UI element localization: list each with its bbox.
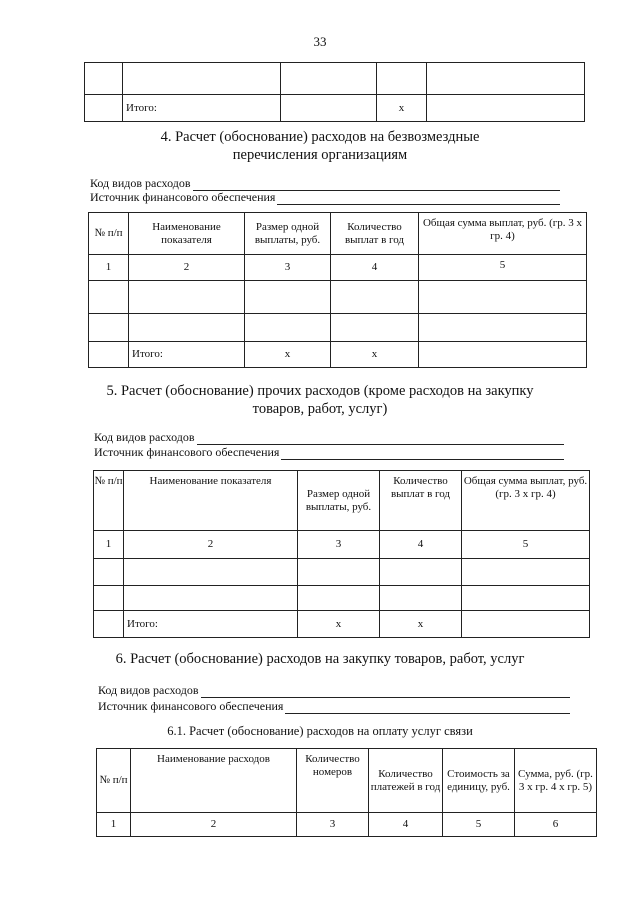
table-row bbox=[89, 314, 587, 342]
total-row: Итого: x x bbox=[94, 611, 590, 638]
header-row: № п/п Наименование показателя Размер одной выплаты, руб. Количество выплат в год Общая сумма выплат, руб. (гр. 3 х гр. 4) bbox=[94, 471, 590, 531]
column-numbers-row: 1 2 3 4 5 bbox=[89, 255, 587, 281]
section-6-source-field: Источник финансового обеспечения bbox=[98, 699, 570, 714]
total-row: Итого: x x bbox=[89, 342, 587, 368]
section-5-table bbox=[93, 470, 590, 638]
section-6-code-field: Код видов расходов bbox=[98, 683, 570, 698]
section-4-title: 4. Расчет (обоснование) расходов на безвозмездные перечисления организациям bbox=[160, 129, 480, 164]
continuation-table bbox=[84, 62, 585, 122]
header-row: № п/п Наименование показателя Размер одной выплаты, руб. Количество выплат в год Общая сумма выплат, руб. (гр. 3 х гр. 4) bbox=[89, 213, 587, 255]
section-5-code-field: Код видов расходов bbox=[94, 430, 564, 445]
header-row: № п/п Наименование расходов Количество номеров Количество платежей в год Стоимость за единицу, руб. Сумма, руб. (гр. 3 х гр. 4 х гр. 5) bbox=[97, 749, 597, 813]
column-numbers-row: 1 2 3 4 5 6 bbox=[97, 813, 597, 837]
section-4-table bbox=[88, 212, 587, 368]
section-4-source-field: Источник финансового обеспечения bbox=[90, 190, 560, 205]
subsection-6-1-title: 6.1. Расчет (обоснование) расходов на оплату услуг связи bbox=[167, 724, 473, 738]
section-6-1-table bbox=[96, 748, 597, 837]
section-5-title: 5. Расчет (обоснование) прочих расходов (кроме расходов на закупку товаров, работ, услуг) bbox=[106, 383, 534, 418]
column-numbers-row: 1 2 3 4 5 bbox=[94, 531, 590, 559]
page-number: 33 bbox=[313, 34, 327, 49]
table-row bbox=[94, 559, 590, 586]
table-row bbox=[94, 586, 590, 611]
section-4-code-field: Код видов расходов bbox=[90, 176, 560, 191]
total-row: Итого: x bbox=[85, 95, 585, 122]
section-6-title: 6. Расчет (обоснование) расходов на закупку товаров, работ, услуг bbox=[115, 651, 525, 667]
section-5-source-field: Источник финансового обеспечения bbox=[94, 445, 564, 460]
total-label: Итого: bbox=[123, 95, 281, 122]
table-row bbox=[85, 63, 585, 95]
table-row bbox=[89, 281, 587, 314]
